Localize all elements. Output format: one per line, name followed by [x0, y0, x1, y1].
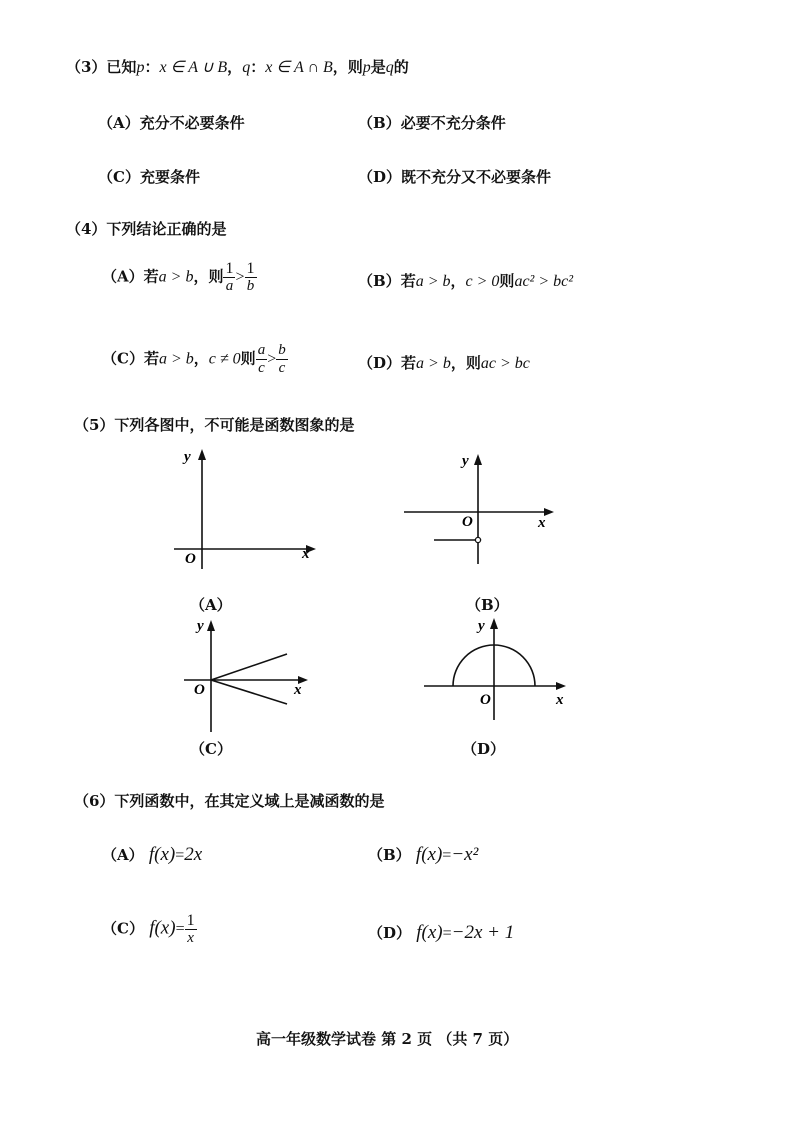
graph-c	[180, 612, 320, 734]
graph-c-x-label: x	[294, 682, 302, 698]
graph-d-origin-label: O	[480, 692, 491, 708]
q4-option-a[interactable]: （A）若a > b，则 $\frac{1}{a}$ > $\frac{1}{b}$	[102, 260, 255, 294]
graph-d-y-arrow	[490, 618, 498, 629]
q6-option-c[interactable]: （C） f(x)= $\frac{1}{x}$	[102, 912, 195, 946]
q4-option-d[interactable]: （D）若a > b，则ac > bc	[358, 354, 530, 372]
q3-stem: （3）已知p：x ∈ A ∪ B，q：x ∈ A ∩ B，则p是q的	[66, 58, 409, 76]
graph-b	[402, 448, 562, 568]
graph-b-x-arrow	[544, 508, 554, 516]
q3-option-a[interactable]: （A）充分不必要条件	[98, 114, 245, 132]
q3-option-b[interactable]: （B）必要不充分条件	[358, 114, 506, 132]
fraction-1-over-x: $\frac{1}{x}$	[186, 912, 195, 946]
graph-a-y-label: y	[184, 449, 191, 465]
q6-option-d[interactable]: （D） f(x)=−2x + 1	[368, 922, 515, 943]
graph-d	[422, 614, 582, 724]
graph-b-open-point	[475, 537, 480, 542]
graph-d-caption: （D）	[462, 740, 506, 758]
page-footer: 高一年级数学试卷 第 2 页 （共 7 页）	[256, 1030, 519, 1048]
q6-option-b[interactable]: （B） f(x)=−x²	[368, 844, 479, 865]
graph-c-caption: （C）	[190, 740, 232, 758]
graph-c-y-arrow	[207, 620, 215, 631]
graph-b-caption: （B）	[466, 596, 509, 614]
q4-stem: （4）下列结论正确的是	[66, 220, 227, 238]
q3-option-d[interactable]: （D）既不充分又不必要条件	[358, 168, 552, 186]
graph-a-x-label: x	[302, 546, 310, 562]
graph-c-y-label: y	[197, 618, 204, 634]
graph-c-lower-ray	[211, 680, 287, 704]
graph-d-y-label: y	[478, 618, 485, 634]
q3-option-c[interactable]: （C）充要条件	[98, 168, 200, 186]
q4-option-c[interactable]: （C）若a > b，c ≠ 0则 $\frac{a}{c}$ > $\frac{b}{c}$	[102, 342, 286, 376]
q6-stem: （6）下列函数中，在其定义域上是减函数的是	[74, 792, 385, 810]
fraction-b-over-c: $\frac{b}{c}$	[278, 342, 286, 376]
q5-stem: （5）下列各图中，不可能是函数图象的是	[74, 416, 355, 434]
graph-a-caption: （A）	[190, 596, 232, 614]
graph-b-y-label: y	[462, 453, 469, 469]
graph-a	[170, 445, 320, 575]
graph-b-origin-label: O	[462, 514, 473, 530]
graph-a-origin-label: O	[185, 551, 196, 567]
graph-c-upper-ray	[211, 654, 287, 680]
q4-option-b[interactable]: （B）若a > b，c > 0则ac² > bc²	[358, 272, 574, 290]
fraction-1-over-b: $\frac{1}{b}$	[246, 260, 255, 294]
fraction-1-over-a: $\frac{1}{a}$	[225, 260, 234, 294]
graph-d-x-arrow	[556, 682, 566, 690]
graph-d-x-label: x	[556, 692, 564, 708]
graph-b-x-label: x	[538, 515, 546, 531]
graph-a-y-arrow	[198, 449, 206, 460]
graph-b-y-arrow	[474, 454, 482, 465]
fraction-a-over-c: $\frac{a}{c}$	[257, 342, 266, 376]
q6-option-a[interactable]: （A） f(x)=2x	[102, 844, 203, 865]
graph-c-origin-label: O	[194, 682, 205, 698]
